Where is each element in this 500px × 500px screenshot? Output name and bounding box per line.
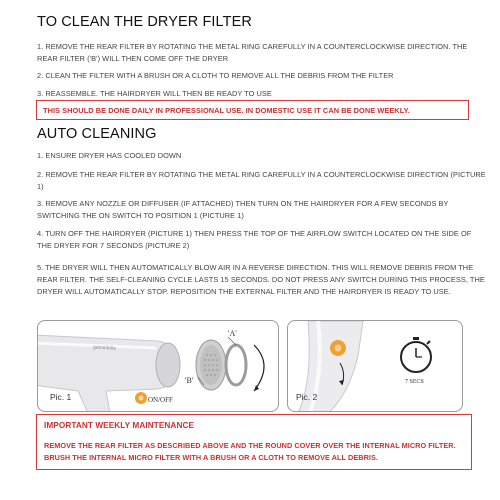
picture-1-label: Pic. 1 <box>50 392 72 402</box>
leader-a <box>228 337 236 345</box>
switch-center <box>139 396 144 401</box>
filter-step-3: 3. REASSEMBLE. THE HAIRDRYER WILL THEN BE READY TO USE <box>37 89 272 98</box>
airflow-switch-center <box>335 345 342 352</box>
dryer-brand-text: gamaitalia <box>92 344 116 352</box>
filter-step-2: 2. CLEAN THE FILTER WITH A BRUSH OR A CLOTH TO REMOVE ALL THE DEBRIS FROM THE FILTER <box>37 71 394 80</box>
label-a: 'A' <box>228 329 237 338</box>
on-off-label: ON/OFF <box>148 396 173 404</box>
auto-step-4: 4. TURN OFF THE HAIRDRYER (PICTURE 1) THEN PRESS THE TOP OF THE AIRFLOW SWITCH LOCATED ON THE SIDE OF THE DRYER FOR 7 SECONDS (PICTURE 2) <box>37 229 472 251</box>
timer-label: 7 SECS <box>405 379 424 385</box>
metal-ring-a <box>226 345 246 385</box>
maintenance-title: IMPORTANT WEEKLY MAINTENANCE <box>44 421 195 430</box>
picture-2-label: Pic. 2 <box>296 392 318 402</box>
auto-step-2: 2. REMOVE THE REAR FILTER BY ROTATING THE METAL RING CAREFULLY IN A COUNTERCLOCKWISE DIRECTION (PICTURE 1) <box>37 170 486 192</box>
stopwatch-icon <box>401 337 431 372</box>
picture-2-panel <box>287 320 463 412</box>
dryer-rear <box>156 343 180 387</box>
maintenance-body: REMOVE THE REAR FILTER AS DESCRIBED ABOVE AND THE ROUND COVER OVER THE INTERNAL MICRO FILTER. BRUSH THE INTERNAL MICRO FILTER WITH A BRUSH OR A CLOTH TO REMOVE ALL DEBRIS. <box>44 441 456 462</box>
picture-1-panel <box>37 320 279 412</box>
auto-step-1: 1. ENSURE DRYER HAS COOLED DOWN <box>37 151 182 160</box>
auto-step-5: 5. THE DRYER WILL THEN AUTOMATICALLY BLOW AIR IN A REVERSE DIRECTION. THIS WILL REMOVE DEBRIS FROM THE REAR FILTER. THE SELF-CLEANING CYCLE LASTS 15 SECONDS. DO NOT PRESS ANY SWITCH DURING THIS PROCESS, THE DRYER WILL AUTOMATICALLY STOP. REPOSITION THE EXTERNAL FILTER AND THE HAIRDRYER IS READY TO USE. <box>37 263 485 297</box>
filter-step-1: 1. REMOVE THE REAR FILTER BY ROTATING THE METAL RING CAREFULLY IN A COUNTERCLOCKWISE DIRECTION. THE REAR FILTER ('B') WILL THEN COME OFF THE DRYER <box>37 42 468 64</box>
daily-warning-text: THIS SHOULD BE DONE DAILY IN PROFESSIONAL USE. IN DOMESTIC USE IT CAN BE DONE WEEKLY. <box>43 105 410 115</box>
weekly-maintenance-box <box>36 414 472 470</box>
filter-section-title: TO CLEAN THE DRYER FILTER <box>37 14 252 30</box>
label-b: 'B' <box>185 376 194 385</box>
rotation-arrow <box>254 345 264 391</box>
auto-step-3: 3. REMOVE ANY NOZZLE OR DIFFUSER (IF ATTACHED) THEN TURN ON THE HAIRDRYER FOR A FEW SECONDS BY SWITCHING THE ON SWITCH TO POSITION 1 (PICTURE 1) <box>37 199 449 221</box>
auto-section-title: AUTO CLEANING <box>37 126 157 142</box>
daily-warning-box <box>36 100 469 120</box>
filter-b-mesh <box>200 345 222 385</box>
